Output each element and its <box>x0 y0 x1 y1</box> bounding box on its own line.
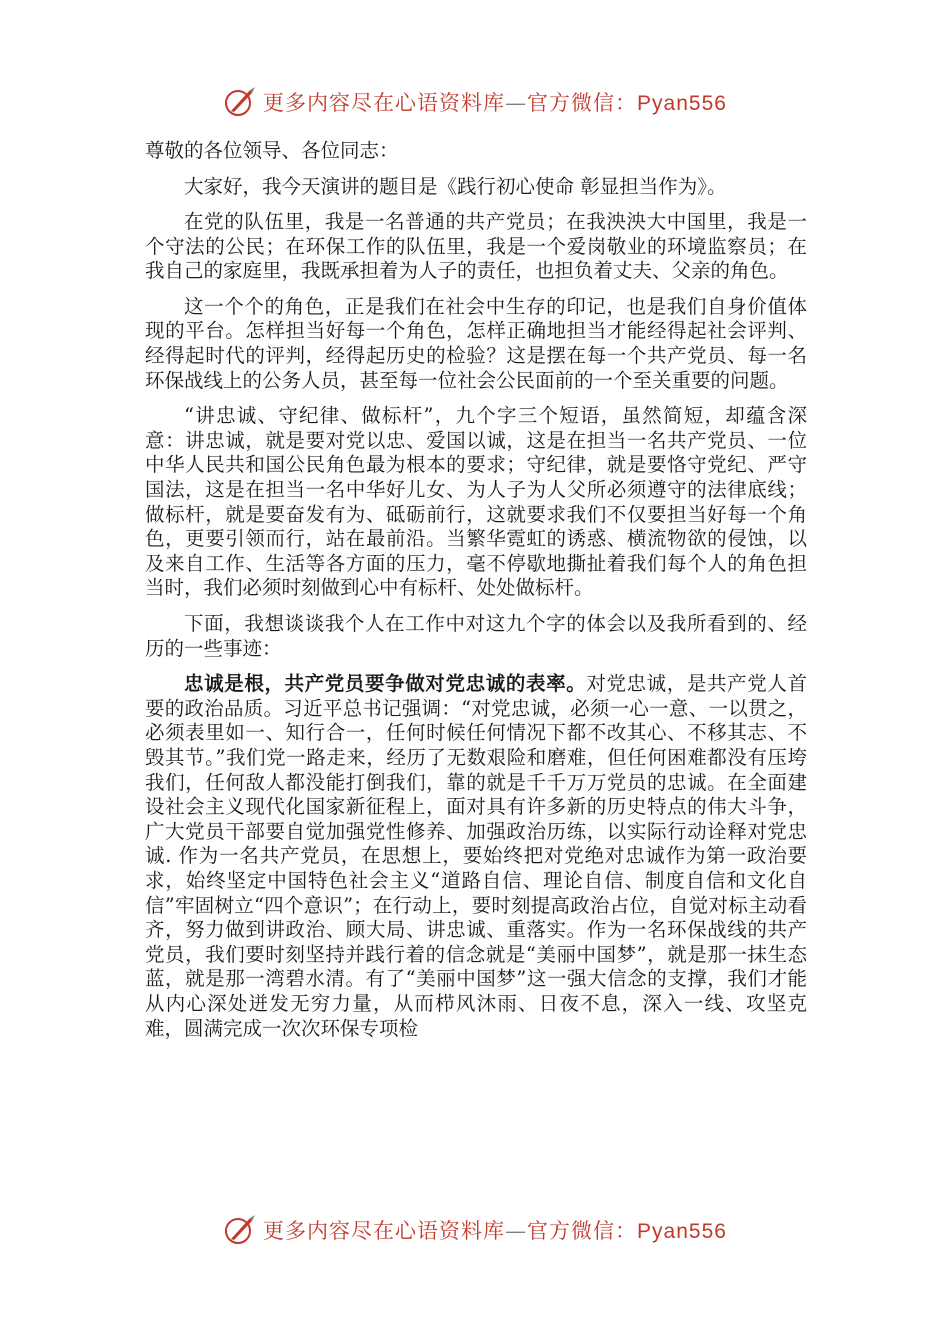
watermark-wechat-label: 官方微信： <box>527 1219 638 1243</box>
watermark-header <box>0 82 950 122</box>
watermark-prefix: 更多内容尽在心语资料库 <box>263 1219 506 1243</box>
watermark-wechat-id: Pyan556 <box>637 92 727 115</box>
paragraph-role-reflection <box>145 295 807 393</box>
quill-pen-logo-icon <box>223 85 257 119</box>
quill-pen-logo-icon <box>223 1213 257 1247</box>
document-body <box>145 138 807 1052</box>
paragraph-intro <box>145 175 807 200</box>
watermark-wechat-label: 官方微信： <box>527 91 638 115</box>
watermark-text <box>263 1215 727 1245</box>
paragraph-text: “讲忠诚、守纪律、做标杆”，九个字三个短语，虽然简短，却蕴含深意：讲忠诚，就是要对党以忠、爱国以诚，这是在担当一名共产党员、一位中华人民共和国公民角色最为根本的要求；守纪律，就是要恪守党纪、严守国法，这是在担当一名中华好儿女、为人子为人父所必须遵守的法律底线；做标杆，就是要奋发有为、砥砺前行，这就要求我们不仅要担当好每一个角色，更要引领而行，站在最前沿。当繁华霓虹的诱惑、横流物欲的侵蚀，以及来自工作、生活等各方面的压力，毫不停歇地撕扯着我们每个人的角色担当时，我们必须时刻做到心中有标杆、处处做标杆。 <box>145 404 807 600</box>
watermark-separator: — <box>505 1219 528 1243</box>
paragraph-text: 对党忠诚，是共产党人首要的政治品质。习近平总书记强调：“对党忠诚，必须一心一意、一以贯之，必须表里如一、知行合一，任何时候任何情况下都不改其心、不移其志、不毁其节。”我们党一路走来，经历了无数艰险和磨难，但任何困难都没有压垮我们，任何敌人都没能打倒我们，靠的就是千千万万党员的忠诚。在全面建设社会主义现代化国家新征程上，面对具有许多新的历史特点的伟大斗争，广大党员干部要自觉加强党性修养、加强政治历练，以实际行动诠释对党忠诚. 作为一名共产党员，在思想上，要始终把对党绝对忠诚作为第一政治要求，始终坚定中国特色社会主义“道路自信、理论自信、制度自信和文化自信”牢固树立“四个意识”；在行动上，要时刻提高政治占位，自觉对标主动看齐，努力做到讲政治、顾大局、讲忠诚、重落实。作为一名环保战线的共产党员，我们要时刻坚持并践行着的信念就是“美丽中国梦”，就是那一抹生态蓝，就是那一湾碧水清。有了“美丽中国梦”这一强大信念的支撑，我们才能从内心深处迸发无穷力量，从而栉风沐雨、日夜不息，深入一线、攻坚克难，圆满完成一次次环保专项检 <box>145 672 807 1040</box>
paragraph-roles <box>145 210 807 284</box>
paragraph-text: 下面，我想谈谈我个人在工作中对这九个字的体会以及我所看到的、经历的一些事迹： <box>145 612 807 660</box>
watermark-prefix: 更多内容尽在心语资料库 <box>263 91 506 115</box>
paragraph-text: 在党的队伍里，我是一名普通的共产党员；在我泱泱大中国里，我是一个守法的公民；在环保工作的队伍里，我是一个爱岗敬业的环境监察员；在我自己的家庭里，我既承担着为人子的责任，也担负着丈夫、父亲的角色。 <box>145 210 807 283</box>
paragraph-text: 这一个个的角色，正是我们在社会中生存的印记，也是我们自身价值体现的平台。怎样担当好每一个角色，怎样正确地担当才能经得起社会评判、经得起时代的评判，经得起历史的检验？这是摆在每一个共产党员、每一名环保战线上的公务人员，甚至每一位社会公民面前的一个至关重要的问题。 <box>145 294 807 392</box>
watermark-separator: — <box>505 91 528 115</box>
salutation: 尊敬的各位领导、各位同志： <box>145 139 399 162</box>
paragraph-text: 大家好，我今天演讲的题目是《践行初心使命 彰显担当作为》。 <box>184 174 727 198</box>
watermark-wechat-id: Pyan556 <box>637 1220 727 1243</box>
watermark-text <box>263 87 727 117</box>
paragraph-nine-characters <box>145 404 807 601</box>
paragraph-loyalty <box>145 672 807 1041</box>
paragraph-transition <box>145 612 807 661</box>
paragraph-bold-lead: 忠诚是根，共产党员要争做对党忠诚的表率。 <box>184 672 587 696</box>
watermark-footer <box>0 1210 950 1250</box>
